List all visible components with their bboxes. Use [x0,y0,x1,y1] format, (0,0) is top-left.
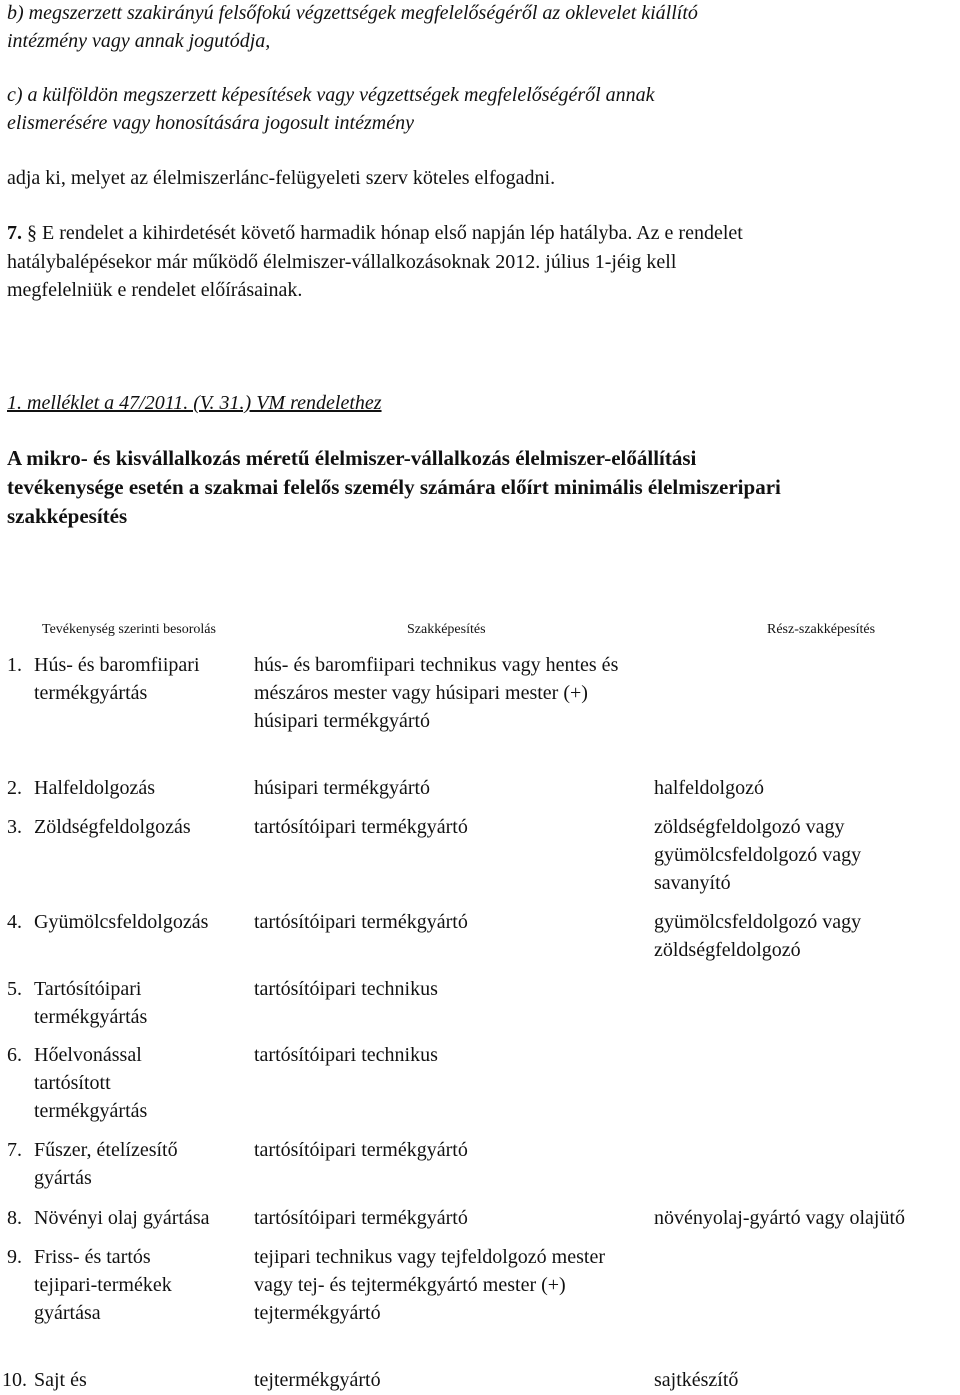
intro-line-closing: adja ki, melyet az élelmiszerlánc-felügyeleti szerv köteles elfogadni. [7,167,556,189]
row-number: 8. [7,1207,22,1229]
intro-line-b: b) megszerzett szakirányú felsőfokú végzettségek megfelelőségéről az oklevelet kiállító [7,2,698,24]
row-qualification: tartósítóipari termékgyártó [254,816,468,838]
section-text-1: E rendelet a kihirdetését követő harmadik hónap első napján lép hatályba. Az e rendelet [37,222,743,244]
row-category: Fűszer, ételízesítő gyártás [34,1139,178,1189]
annex-heading: 1. melléklet a 47/2011. (V. 31.) VM rendelethez [7,392,382,414]
row-qualification: tartósítóipari termékgyártó [254,1207,468,1229]
row-number: 9. [7,1246,22,1268]
row-qualification: hús- és baromfiipari technikus vagy hentes és mészáros mester vagy húsipari mester (+) húsipari termékgyártó [254,654,619,732]
annex-title-line-2: tevékenysége esetén a szakmai felelős személy számára előírt minimális élelmiszeripari [7,475,781,499]
section-symbol: § [27,222,37,244]
row-category: Tartósítóipari termékgyártás [34,978,148,1028]
row-qualification: tartósítóipari termékgyártó [254,911,468,933]
row-number: 2. [7,777,22,799]
row-category: Hőelvonással tartósított termékgyártás [34,1044,148,1122]
row-number: 7. [7,1139,22,1161]
row-partial: sajtkészítő [654,1369,739,1391]
row-partial: gyümölcsfeldolgozó vagy zöldségfeldolgozó [654,911,862,961]
row-partial: zöldségfeldolgozó vagy gyümölcsfeldolgozó vagy savanyító [654,816,862,894]
section-number: 7. [7,222,22,244]
intro-line-c: c) a külföldön megszerzett képesítések vagy végzettségek megfelelőségéről annak [7,84,655,106]
row-qualification: tejtermékgyártó [254,1369,381,1391]
row-number: 6. [7,1044,22,1066]
row-category: Friss- és tartós tejipari-termékek gyártása [34,1246,172,1324]
row-category: Halfeldolgozás [34,777,156,799]
row-partial: növényolaj-gyártó vagy olajütő [654,1207,906,1229]
row-number: 3. [7,816,22,838]
section-7-line-3: megfelelniük e rendelet előírásainak. [7,279,303,301]
intro-line-c-cont: elismerésére vagy honosítására jogosult intézmény [7,112,414,134]
row-number: 1. [7,654,22,676]
row-qualification: tartósítóipari technikus [254,978,438,1000]
row-qualification: tejipari technikus vagy tejfeldolgozó mester vagy tej- és tejtermékgyártó mester (+) tejtermékgyártó [254,1246,605,1324]
header-activity: Tevékenység szerinti besorolás [42,622,216,637]
row-number: 4. [7,911,22,933]
section-7-line-1 [7,219,743,247]
row-category: Gyümölcsfeldolgozás [34,911,209,933]
row-qualification: tartósítóipari technikus [254,1044,438,1066]
header-qualification: Szakképesítés [407,622,486,637]
annex-title-line-3: szakképesítés [7,504,128,528]
row-number: 5. [7,978,22,1000]
row-category: Hús- és baromfiipari termékgyártás [34,654,200,704]
header-partial-qualification: Rész-szakképesítés [767,622,876,637]
row-number: 10. [2,1369,27,1391]
row-category: Zöldségfeldolgozás [34,816,191,838]
row-partial: halfeldolgozó [654,777,764,799]
annex-title-line-1: A mikro- és kisvállalkozás méretű élelmiszer-vállalkozás élelmiszer-előállítási [7,446,697,470]
row-category: Növényi olaj gyártása [34,1207,210,1229]
intro-line-b-cont: intézmény vagy annak jogutódja, [7,30,271,52]
row-qualification: tartósítóipari termékgyártó [254,1139,468,1161]
section-7-line-2: hatálybalépésekor már működő élelmiszer-vállalkozásoknak 2012. július 1-jéig kell [7,251,677,273]
row-category: Sajt és [34,1369,87,1391]
row-qualification: húsipari termékgyártó [254,777,431,799]
